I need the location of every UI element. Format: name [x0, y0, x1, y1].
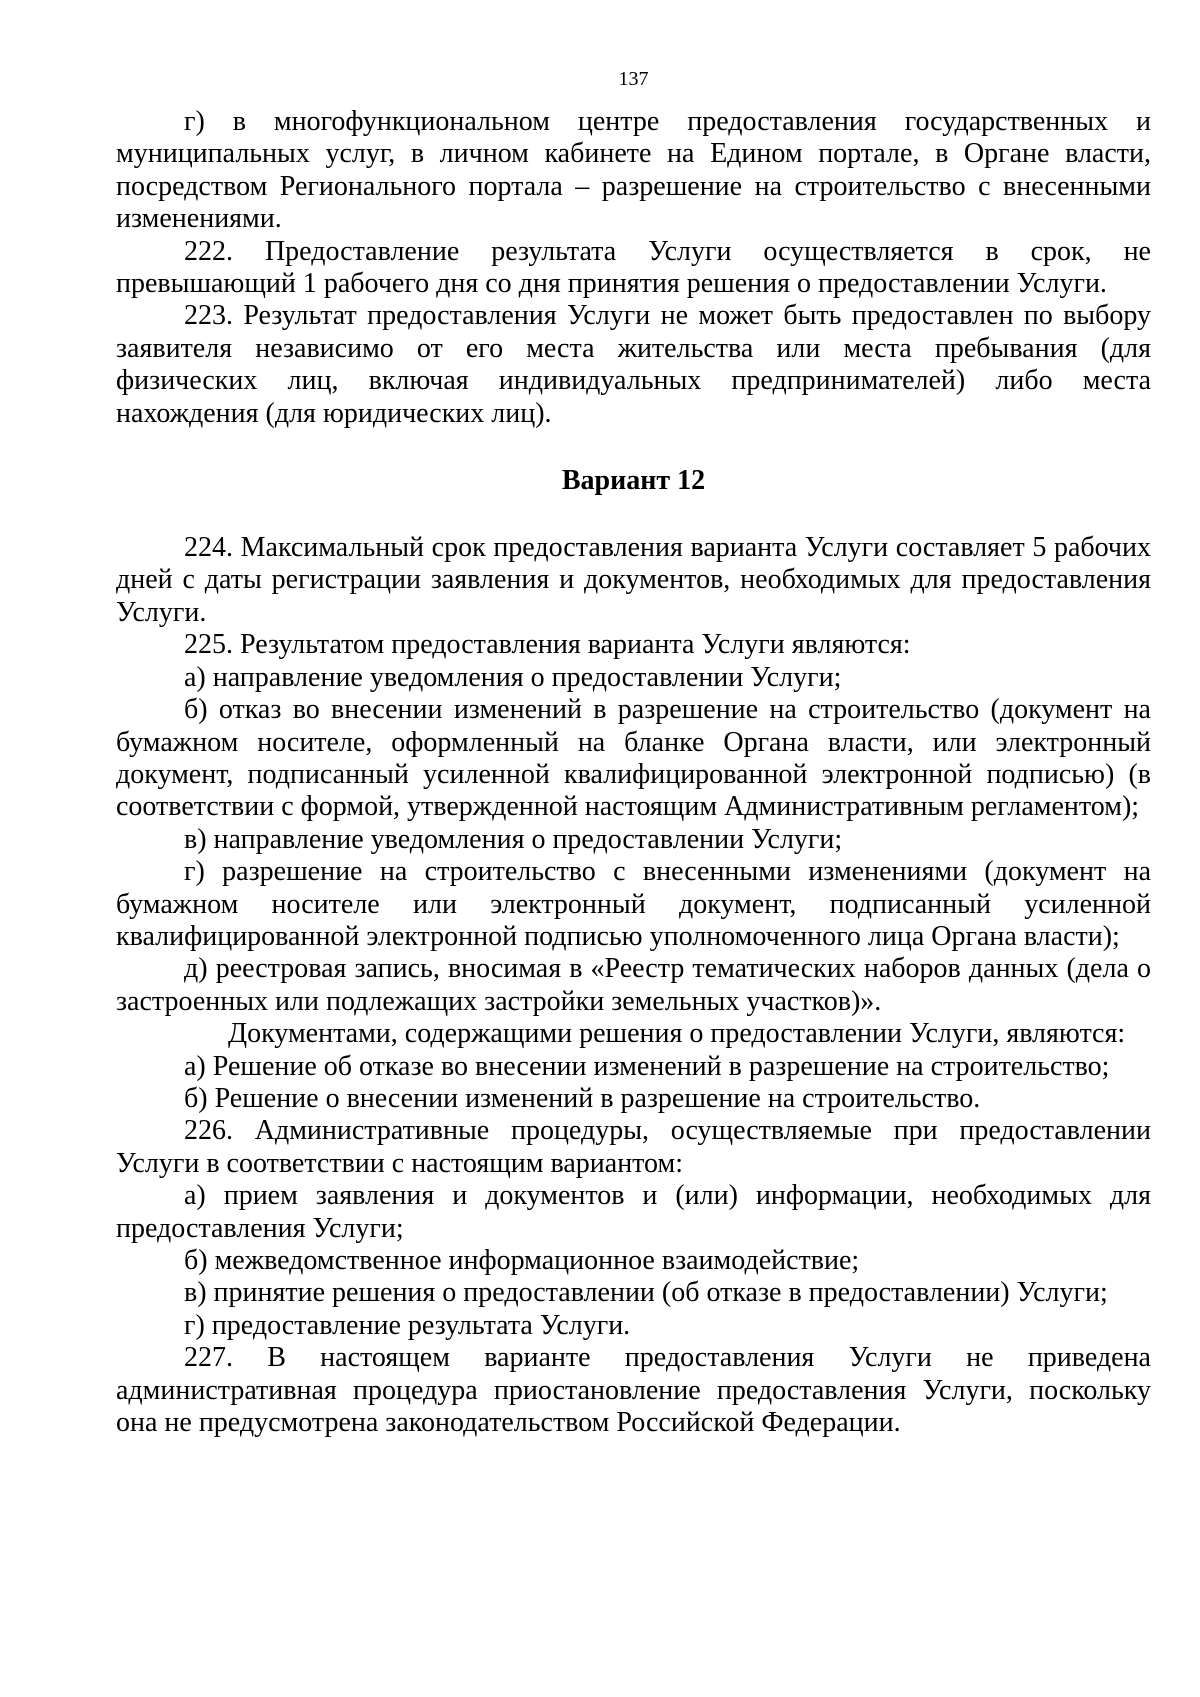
paragraph-g-result: г) в многофункциональном центре предоставления государственных и муниципальных услуг, в личном кабинете на Едином портале, в Органе власти, посредством Регионального портала – разрешение на строительство с внесенными изменениями. [116, 106, 1151, 235]
paragraph-223: 223. Результат предоставления Услуги не может быть предоставлен по выбору заявителя независимо от его места жительства или места пребывания (для физических лиц, включая индивидуальных предпринимателей) либо места нахождения (для юридических лиц). [116, 300, 1151, 429]
list-item-226-v: в) принятие решения о предоставлении (об отказе в предоставлении) Услуги; [184, 1277, 1108, 1309]
list-item-decision-b: б) Решение о внесении изменений в разрешение на строительство. [184, 1082, 981, 1114]
list-item-decision-a: а) Решение об отказе во внесении изменений в разрешение на строительство; [184, 1050, 1110, 1082]
paragraph-224: 224. Максимальный срок предоставления варианта Услуги составляет 5 рабочих дней с даты регистрации заявления и документов, необходимых для предоставления Услуги. [116, 532, 1151, 628]
list-item-226-a: а) прием заявления и документов и (или) информации, необходимых для предоставления Услуги; [116, 1180, 1151, 1244]
list-item-225-v: в) направление уведомления о предоставлении Услуги; [184, 823, 843, 855]
list-item-225-d: д) реестровая запись, вносимая в «Реестр тематических наборов данных (дела о застроенных или подлежащих застройки земельных участков)». [116, 953, 1151, 1017]
paragraph-225: 225. Результатом предоставления варианта Услуги являются: [184, 629, 911, 661]
paragraph-227: 227. В настоящем варианте предоставления Услуги не приведена административная процедура приостановление предоставления Услуги, поскольку она не предусмотрена законодательством Российской Федерации. [116, 1342, 1151, 1439]
list-item-226-g: г) предоставление результата Услуги. [184, 1309, 631, 1341]
section-heading: Вариант 12 [561, 465, 706, 497]
paragraph-decision-documents: Документами, содержащими решения о предоставлении Услуги, являются: [228, 1018, 1126, 1050]
list-item-226-b: б) межведомственное информационное взаимодействие; [184, 1245, 860, 1276]
paragraph-226: 226. Административные процедуры, осуществляемые при предоставлении Услуги в соответствии с настоящим вариантом: [116, 1115, 1151, 1179]
list-item-225-a: а) направление уведомления о предоставлении Услуги; [184, 661, 842, 693]
paragraph-222: 222. Предоставление результата Услуги осуществляется в срок, не превышающий 1 рабочего дня со дня принятия решения о предоставлении Услуги. [116, 235, 1151, 300]
document-page [116, 66, 1151, 1439]
list-item-225-b: б) отказ во внесении изменений в разрешение на строительство (документ на бумажном носителе, оформленный на бланке Органа власти, или электронный документ, подписанный усиленной квалифицированной электронной подписью) (в соответствии с формой, утвержденной настоящим Административным регламентом); [116, 694, 1151, 823]
list-item-225-g: г) разрешение на строительство с внесенными изменениями (документ на бумажном носителе или электронный документ, подписанный усиленной квалифицированной электронной подписью уполномоченного лица Органа власти); [116, 856, 1151, 952]
page-number: 137 [618, 68, 649, 90]
